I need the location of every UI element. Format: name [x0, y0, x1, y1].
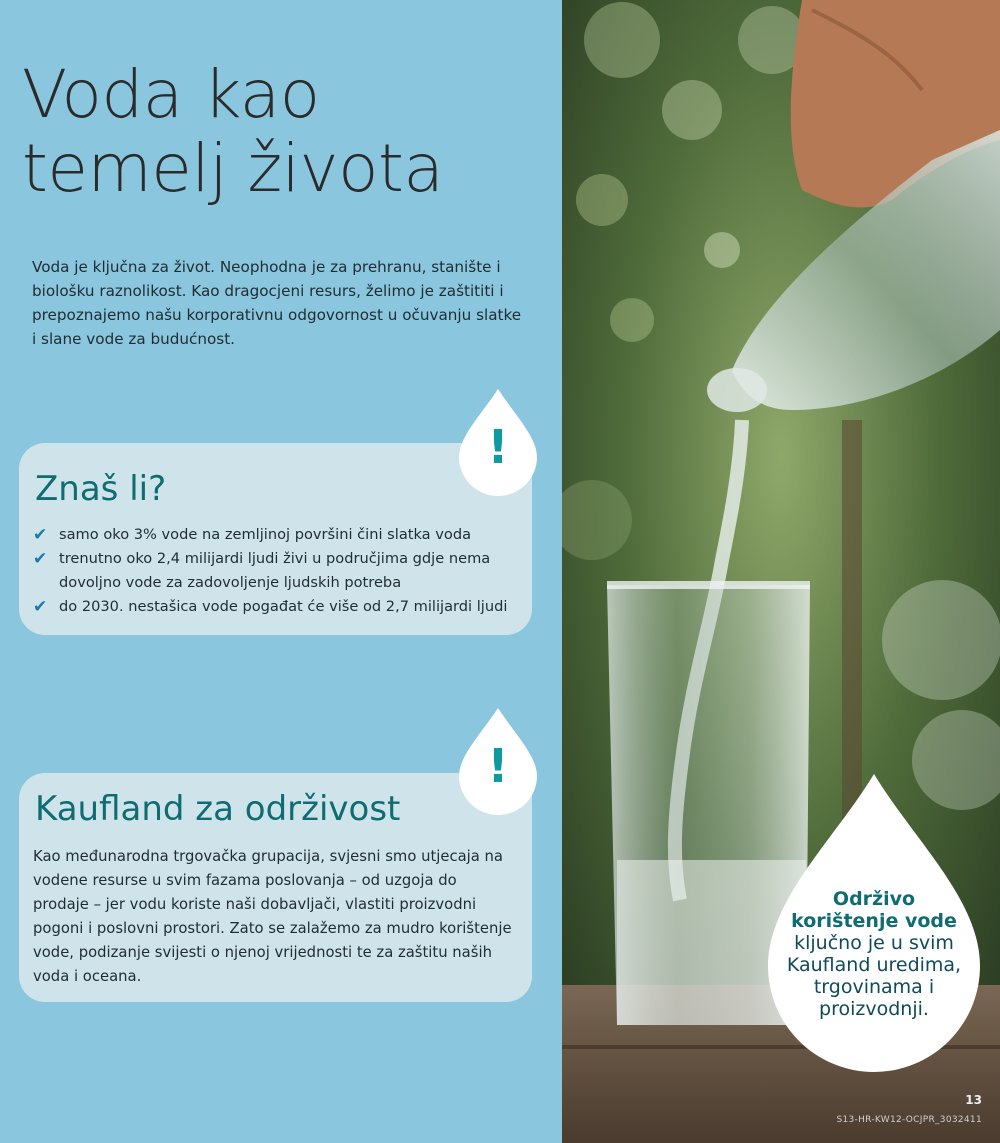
- callout-bold-line-2: korištenje vode: [791, 910, 957, 932]
- exclamation-drop-icon: [457, 387, 539, 497]
- page-title: [22, 58, 542, 206]
- title-line-1: Voda kao: [22, 56, 320, 133]
- sustainability-heading: Kaufland za održivost: [35, 789, 401, 829]
- exclamation-icon: !: [487, 739, 509, 793]
- sustainability-box: [19, 773, 532, 1002]
- facts-box: [19, 443, 532, 635]
- facts-heading: Znaš li?: [35, 469, 167, 509]
- callout-text: [764, 888, 984, 1020]
- callout-line-4: Kaufland uredima,: [786, 954, 962, 976]
- facts-list: [33, 523, 523, 619]
- callout-bold-line-1: Održivo: [832, 888, 916, 910]
- sustainability-text: Kao međunarodna trgovačka grupacija, svjesni smo utjecaja na vodene resurse u svim fazama poslovanja – od uzgoja do prodaje – jer vodu koriste naši dobavljači, vlastiti proizvodni pogoni i poslovni prostori. Zato se zalažemo za mudro korištenje vode, podizanje svijesti o njenoj vrijednosti te za zaštitu naših voda i oceana.: [33, 848, 512, 985]
- callout-line-5: trgovinama i: [813, 976, 935, 998]
- exclamation-icon: !: [487, 420, 509, 474]
- list-item: [33, 595, 523, 619]
- checkmark-icon: ✔: [33, 525, 48, 545]
- title-line-2: temelj života: [22, 130, 444, 207]
- fact-text: trenutno oko 2,4 milijardi ljudi živi u područjima gdje nema dovoljno vode za zadovoljenje ljudskih potreba: [59, 550, 491, 591]
- fact-text: samo oko 3% vode na zemljinoj površini čini slatka voda: [59, 526, 472, 543]
- sustainability-callout-drop: [764, 770, 984, 1074]
- checkmark-icon: ✔: [33, 597, 48, 617]
- exclamation-drop-icon: [457, 706, 539, 816]
- list-item: [33, 547, 523, 595]
- footer-code: S13-HR-KW12-OCJPR_3032411: [836, 1115, 982, 1125]
- fact-text: do 2030. nestašica vode pogađat će više od 2,7 milijardi ljudi: [59, 598, 508, 615]
- callout-line-3: ključno je u svim: [794, 932, 954, 954]
- intro-paragraph: Voda je ključna za život. Neophodna je za prehranu, stanište i biološku raznolikost. Kao dragocjeni resurs, želimo je zaštititi i prepoznajemo našu korporativnu odgovornost u očuvanju slatke i slane vode za budućnost.: [32, 258, 522, 348]
- list-item: [33, 523, 523, 547]
- page-number: 13: [965, 1093, 982, 1107]
- checkmark-icon: ✔: [33, 549, 48, 569]
- callout-line-6: proizvodnji.: [819, 998, 929, 1020]
